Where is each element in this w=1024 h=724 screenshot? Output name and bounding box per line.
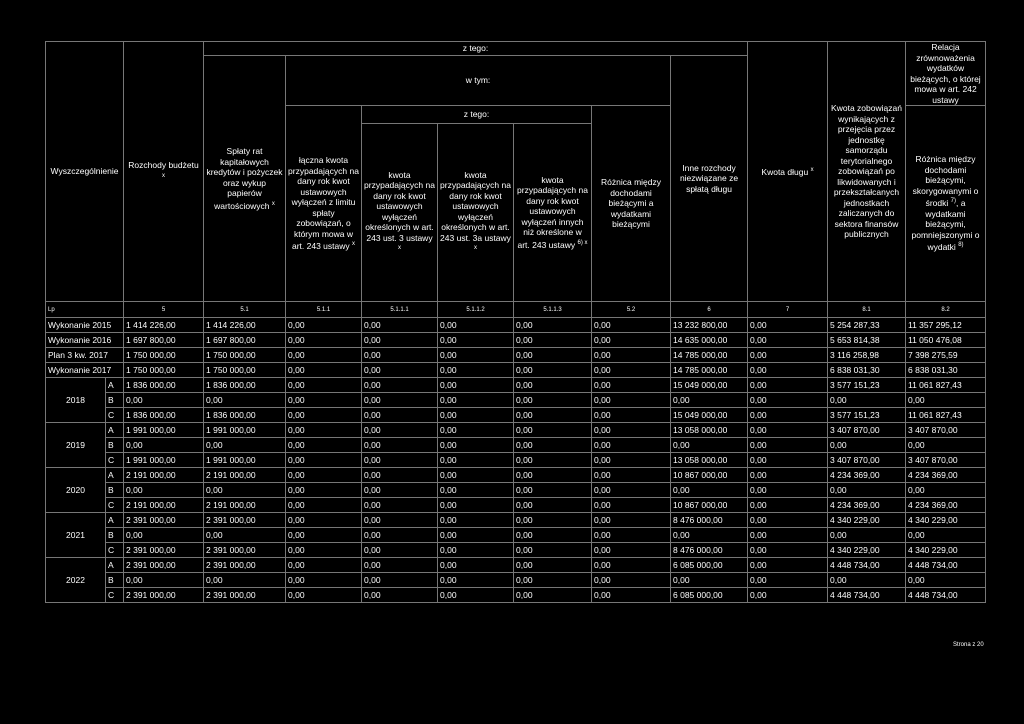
table-cell: 14 785 000,00 [671,363,748,378]
table-cell: 0,00 [362,423,438,438]
table-cell: 0,00 [748,498,828,513]
table-cell: 0,00 [514,528,592,543]
table-cell: 0,00 [438,468,514,483]
table-cell: 14 785 000,00 [671,348,748,363]
table-cell: 1 750 000,00 [204,348,286,363]
table-cell: 0,00 [514,498,592,513]
table-cell: 0,00 [671,393,748,408]
table-cell: 0,00 [362,513,438,528]
table-cell: 0,00 [286,588,362,603]
lp-cell: 5.1.1 [286,302,362,318]
table-cell: 4 448 734,00 [906,558,986,573]
table-cell: 4 340 229,00 [906,543,986,558]
table-cell: 0,00 [748,363,828,378]
table-cell: 0,00 [514,483,592,498]
variant-label: C [106,588,124,603]
table-cell: 0,00 [286,498,362,513]
table-cell: 0,00 [438,378,514,393]
table-cell: 13 058 000,00 [671,423,748,438]
lp-cell: 6 [671,302,748,318]
table-cell: 0,00 [748,393,828,408]
table-cell: 0,00 [438,438,514,453]
table-cell: 4 448 734,00 [906,588,986,603]
table-cell: 0,00 [362,333,438,348]
lp-cell: 5.2 [592,302,671,318]
table-cell: 0,00 [748,333,828,348]
year-label: 2019 [46,423,106,468]
row-label: Plan 3 kw. 2017 [46,348,124,363]
header-col-8-2: Różnica między dochodami bieżącymi, skorygowanymi o środki $^{7)}$, a wydatkami bieżącymi, pomniejszonymi o wydatki $^{8)}$ [906,106,986,302]
table-cell: 0,00 [514,468,592,483]
table-cell: 1 414 226,00 [124,318,204,333]
table-cell: 0,00 [362,543,438,558]
table-cell: 3 116 258,98 [828,348,906,363]
table-row [46,573,986,588]
table-row [46,453,986,468]
table-cell: 8 476 000,00 [671,513,748,528]
header-col-6: Kwota długu $^x$ [748,42,828,302]
table-cell: 0,00 [748,438,828,453]
table-cell: 0,00 [124,393,204,408]
row-label: Wykonanie 2015 [46,318,124,333]
table-row [46,588,986,603]
table-cell: 0,00 [438,528,514,543]
table-cell: 2 391 000,00 [124,558,204,573]
lp-cell: 5.1.1.3 [514,302,592,318]
table-cell: 0,00 [438,453,514,468]
table-cell: 0,00 [438,393,514,408]
table-cell: 3 577 151,23 [828,378,906,393]
table-cell: 11 061 827,43 [906,408,986,423]
table-cell: 0,00 [828,573,906,588]
lp-cell: 7 [748,302,828,318]
table-cell: 0,00 [362,438,438,453]
table-cell: 0,00 [286,468,362,483]
table-row [46,348,986,363]
table-cell: 0,00 [671,483,748,498]
table-cell: 6 838 031,30 [828,363,906,378]
table-cell: 0,00 [514,543,592,558]
table-cell: 0,00 [592,408,671,423]
table-cell: 0,00 [286,363,362,378]
table-cell: 0,00 [514,588,592,603]
table-cell: 0,00 [362,348,438,363]
table-cell: 0,00 [438,348,514,363]
header-col-8-1: Różnica między dochodami bieżącymi a wydatkami bieżącymi [592,106,671,302]
table-cell: 1 991 000,00 [204,453,286,468]
variant-label: A [106,378,124,393]
table-cell: 15 049 000,00 [671,378,748,393]
table-cell: 0,00 [514,378,592,393]
table-cell: 1 414 226,00 [204,318,286,333]
table-cell: 15 049 000,00 [671,408,748,423]
page-number: Strona z 20 [953,642,984,648]
table-cell: 1 991 000,00 [124,423,204,438]
table-cell: 0,00 [438,363,514,378]
table-row [46,498,986,513]
row-label: Wykonanie 2017 [46,363,124,378]
header-z-tego: z tego: [204,42,748,56]
table-cell: 4 340 229,00 [906,513,986,528]
table-cell: 0,00 [286,483,362,498]
table-cell: 0,00 [748,528,828,543]
table-cell: 2 391 000,00 [124,543,204,558]
table-cell: 1 991 000,00 [204,423,286,438]
table-cell: 0,00 [362,393,438,408]
table-cell: 0,00 [438,408,514,423]
table-cell: 0,00 [362,363,438,378]
table-cell: 0,00 [438,483,514,498]
table-cell: 1 991 000,00 [124,453,204,468]
table-cell: 2 391 000,00 [204,558,286,573]
table-cell: 0,00 [514,408,592,423]
table-cell: 0,00 [592,573,671,588]
table-cell: 0,00 [514,393,592,408]
table-cell: 14 635 000,00 [671,333,748,348]
table-cell: 0,00 [592,468,671,483]
table-cell: 0,00 [438,423,514,438]
table-cell: 0,00 [362,573,438,588]
table-cell: 0,00 [592,393,671,408]
header-col-5: Rozchody budżetu $^x$ [124,42,204,302]
table-cell: 3 407 870,00 [828,423,906,438]
table-cell: 0,00 [748,588,828,603]
table-cell: 0,00 [438,318,514,333]
table-cell: 0,00 [671,438,748,453]
header-col-7: Kwota zobowiązań wynikających z przejęcia przez jednostkę samorządu terytorialnego zobowiązań po likwidowanych i przekształcanych jednostkach zaliczanych do sektora finansów publicznych [828,42,906,302]
header-z-tego-2: z tego: [362,106,592,124]
table-cell: 0,00 [748,318,828,333]
table-cell: 0,00 [592,348,671,363]
table-cell: 0,00 [438,558,514,573]
table-cell: 0,00 [906,483,986,498]
table-cell: 0,00 [671,528,748,543]
table-cell: 0,00 [204,528,286,543]
table-row [46,408,986,423]
table-cell: 0,00 [592,498,671,513]
variant-label: B [106,483,124,498]
table-cell: 0,00 [362,318,438,333]
table-cell: 0,00 [438,498,514,513]
table-cell: 0,00 [438,333,514,348]
year-label: 2018 [46,378,106,423]
table-cell: 0,00 [286,438,362,453]
table-cell: 0,00 [124,483,204,498]
table-cell: 0,00 [514,453,592,468]
variant-label: A [106,468,124,483]
lp-cell: 8.2 [906,302,986,318]
table-row [46,333,986,348]
table-cell: 0,00 [906,438,986,453]
table-cell: 0,00 [286,348,362,363]
table-cell: 0,00 [124,573,204,588]
table-cell: 1 836 000,00 [124,378,204,393]
table-cell: 4 234 369,00 [828,498,906,513]
table-row [46,378,986,393]
lp-cell: 5.1.1.1 [362,302,438,318]
table-cell: 0,00 [438,588,514,603]
table-cell: 1 836 000,00 [204,378,286,393]
table-cell: 6 085 000,00 [671,588,748,603]
table-cell: 2 191 000,00 [204,498,286,513]
header-w-tym: w tym: [286,56,671,106]
header-col-5-1-1-3: kwota przypadających na dany rok kwot ustawowych wyłączeń innych niż określone w art. 243 ustawy $^{6) x}$ [514,124,592,302]
table-cell: 2 191 000,00 [204,468,286,483]
table-cell: 0,00 [828,483,906,498]
table-cell: 0,00 [514,348,592,363]
table-cell: 0,00 [748,423,828,438]
header-wyszczegolnienie: Wyszczególnienie [46,42,124,302]
table-cell: 0,00 [286,573,362,588]
table-cell: 0,00 [748,468,828,483]
table-cell: 0,00 [204,573,286,588]
table-cell: 3 407 870,00 [906,453,986,468]
year-label: 2020 [46,468,106,513]
table-cell: 0,00 [592,483,671,498]
header-col-5-1-1: łączna kwota przypadających na dany rok kwot ustawowych wyłączeń z limitu spłaty zobowiązań, o którym mowa w art. 243 ustawy $^x$ [286,106,362,302]
table-cell: 1 750 000,00 [124,348,204,363]
header-col-5-1-1-2: kwota przypadających na dany rok kwot ustawowych wyłączeń określonych w art. 243 ust. 3a ustawy $^x$ [438,124,514,302]
table-cell: 0,00 [748,558,828,573]
table-cell: 0,00 [514,438,592,453]
table-cell: 2 391 000,00 [204,513,286,528]
budget-table [45,41,986,603]
table-cell: 0,00 [592,318,671,333]
table-cell: 0,00 [592,588,671,603]
table-cell: 2 191 000,00 [124,498,204,513]
table-cell: 0,00 [748,483,828,498]
table-cell: 0,00 [204,483,286,498]
table-cell: 0,00 [362,408,438,423]
table-cell: 0,00 [828,393,906,408]
table-cell: 0,00 [514,513,592,528]
table-cell: 0,00 [438,513,514,528]
table-cell: 0,00 [748,543,828,558]
table-cell: 2 191 000,00 [124,468,204,483]
variant-label: B [106,393,124,408]
table-cell: 6 838 031,30 [906,363,986,378]
table-row [46,468,986,483]
table-cell: 0,00 [906,393,986,408]
table-row [46,423,986,438]
table-cell: 2 391 000,00 [124,513,204,528]
table-cell: 13 232 800,00 [671,318,748,333]
table-row [46,543,986,558]
table-row [46,513,986,528]
year-label: 2021 [46,513,106,558]
variant-label: A [106,513,124,528]
table-cell: 4 340 229,00 [828,543,906,558]
table-cell: 0,00 [362,528,438,543]
table-cell: 0,00 [286,558,362,573]
variant-label: C [106,543,124,558]
table-cell: 0,00 [748,378,828,393]
table-cell: 3 407 870,00 [828,453,906,468]
table-cell: 0,00 [592,528,671,543]
table-cell: 4 340 229,00 [828,513,906,528]
table-cell: 0,00 [124,528,204,543]
table-cell: 0,00 [362,483,438,498]
table-cell: 0,00 [286,333,362,348]
table-cell: 3 407 870,00 [906,423,986,438]
table-cell: 0,00 [286,378,362,393]
table-cell: 5 254 287,33 [828,318,906,333]
table-cell: 1 697 800,00 [124,333,204,348]
table-row [46,393,986,408]
table-cell: 4 448 734,00 [828,558,906,573]
table-cell: 11 061 827,43 [906,378,986,393]
table-row [46,558,986,573]
table-row [46,318,986,333]
table-cell: 0,00 [286,453,362,468]
table-cell: 0,00 [748,408,828,423]
variant-label: B [106,438,124,453]
table-row [46,528,986,543]
table-cell: 2 391 000,00 [124,588,204,603]
table-cell: 0,00 [592,438,671,453]
year-label: 2022 [46,558,106,603]
table-cell: 0,00 [362,588,438,603]
row-label: Wykonanie 2016 [46,333,124,348]
table-cell: 0,00 [362,498,438,513]
table-cell: 5 653 814,38 [828,333,906,348]
table-cell: 0,00 [592,558,671,573]
table-cell: 1 697 800,00 [204,333,286,348]
table-cell: 0,00 [362,453,438,468]
table-cell: 0,00 [748,513,828,528]
table-cell: 8 476 000,00 [671,543,748,558]
header-col-5-2: Inne rozchody niezwiązane ze spłatą długu [671,56,748,302]
table-cell: 6 085 000,00 [671,558,748,573]
table-cell: 0,00 [362,558,438,573]
table-cell: 0,00 [514,363,592,378]
table-cell: 0,00 [286,423,362,438]
table-cell: 0,00 [204,438,286,453]
table-cell: 4 234 369,00 [906,468,986,483]
table-cell: 0,00 [286,318,362,333]
table-cell: 0,00 [671,573,748,588]
table-cell: 0,00 [828,528,906,543]
table-cell: 0,00 [592,453,671,468]
table-cell: 0,00 [514,558,592,573]
header-relacja: Relacja zrównoważenia wydatków bieżących, o której mowa w art. 242 ustawy [906,42,986,106]
lp-row [46,302,986,318]
header-col-5-1-1-1: kwota przypadających na dany rok kwot ustawowych wyłączeń określonych w art. 243 ust. 3 ustawy $^x$ [362,124,438,302]
table-cell: 0,00 [286,543,362,558]
table-cell: 11 050 476,08 [906,333,986,348]
table-row [46,438,986,453]
variant-label: A [106,558,124,573]
table-row [46,363,986,378]
table-cell: 4 234 369,00 [906,498,986,513]
variant-label: C [106,408,124,423]
variant-label: B [106,528,124,543]
table-cell: 4 448 734,00 [828,588,906,603]
table-cell: 0,00 [286,408,362,423]
lp-cell: 5 [124,302,204,318]
table-cell: 0,00 [362,378,438,393]
table-cell: 0,00 [124,438,204,453]
table-cell: 0,00 [514,318,592,333]
table-cell: 2 391 000,00 [204,588,286,603]
table-cell: 0,00 [592,543,671,558]
table-cell: 0,00 [286,393,362,408]
table-cell: 10 867 000,00 [671,498,748,513]
table-cell: 0,00 [748,348,828,363]
lp-cell: 5.1.1.2 [438,302,514,318]
table-row [46,483,986,498]
table-cell: 0,00 [906,528,986,543]
table-cell: 13 058 000,00 [671,453,748,468]
lp-cell: 5.1 [204,302,286,318]
lp-cell: Lp [46,302,124,318]
variant-label: B [106,573,124,588]
table-cell: 0,00 [592,378,671,393]
table-cell: 0,00 [828,438,906,453]
table-cell: 0,00 [514,573,592,588]
table-cell: 0,00 [514,333,592,348]
table-cell: 1 836 000,00 [124,408,204,423]
table-cell: 0,00 [906,573,986,588]
table-cell: 0,00 [592,423,671,438]
table-cell: 0,00 [286,513,362,528]
table-cell: 0,00 [592,513,671,528]
table-cell: 0,00 [748,453,828,468]
table-cell: 0,00 [748,573,828,588]
table-cell: 3 577 151,23 [828,408,906,423]
lp-cell: 8.1 [828,302,906,318]
variant-label: C [106,498,124,513]
variant-label: C [106,453,124,468]
table-cell: 0,00 [592,333,671,348]
table-cell: 0,00 [204,393,286,408]
table-cell: 11 357 295,12 [906,318,986,333]
table-cell: 7 398 275,59 [906,348,986,363]
table-cell: 1 750 000,00 [204,363,286,378]
table-cell: 0,00 [438,543,514,558]
table-cell: 0,00 [514,423,592,438]
table-cell: 1 836 000,00 [204,408,286,423]
table-cell: 10 867 000,00 [671,468,748,483]
table-cell: 0,00 [438,573,514,588]
table-cell: 0,00 [286,528,362,543]
header-col-5-1: Spłaty rat kapitałowych kredytów i pożyczek oraz wykup papierów wartościowych $^x$ [204,56,286,302]
variant-label: A [106,423,124,438]
table-cell: 0,00 [362,468,438,483]
table-cell: 2 391 000,00 [204,543,286,558]
table-cell: 1 750 000,00 [124,363,204,378]
table-cell: 0,00 [592,363,671,378]
table-cell: 4 234 369,00 [828,468,906,483]
